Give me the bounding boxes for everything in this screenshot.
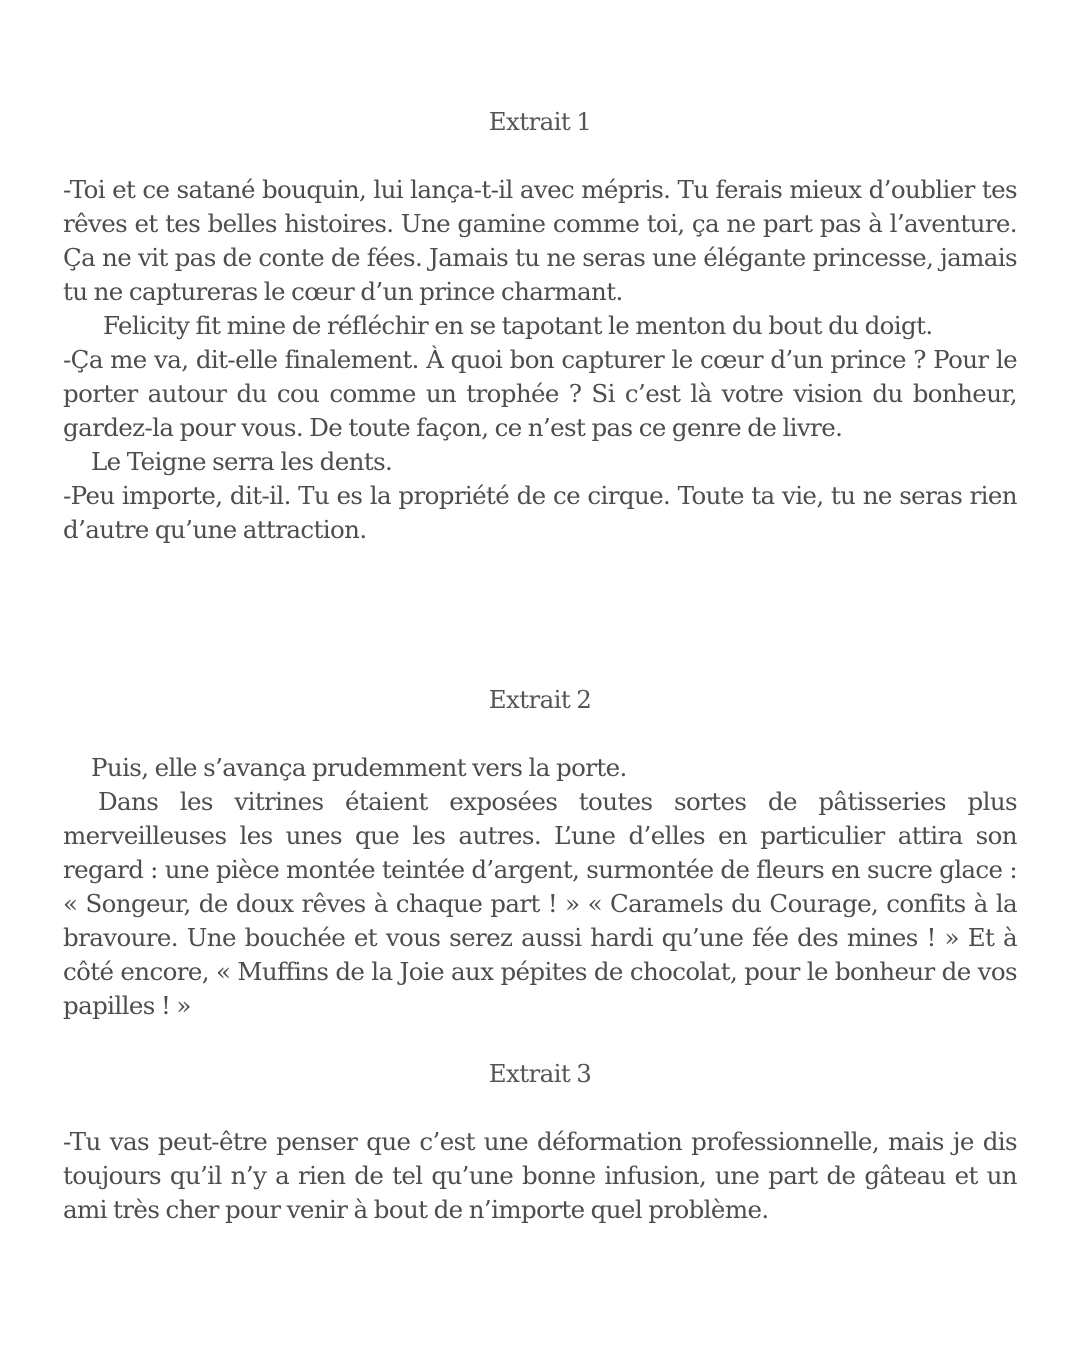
extract-3-body bbox=[63, 1125, 1017, 1227]
extract-2-paragraph-2: Dans les vitrines étaient exposées toutes sortes de pâtisseries plus merveilleuses les unes que les autres. L’une d’elles en particulier attira son regard : une pièce montée teintée d’argent, surmontée de fleurs en sucre glace : « Songeur, de doux rêves à chaque part ! » « Caramels du Courage, confits à la bravoure. Une bouchée et vous serez aussi hardi qu’une fée des mines ! » Et à côté encore, « Muffins de la Joie aux pépites de chocolat, pour le bonheur de vos papilles ! » bbox=[63, 787, 1017, 1020]
extract-2-body bbox=[63, 751, 1017, 1023]
extract-1-title: Extrait 1 bbox=[488, 107, 592, 136]
extract-2-paragraph-1: Puis, elle s’avança prudemment vers la porte. bbox=[91, 753, 627, 782]
extract-2-title: Extrait 2 bbox=[488, 685, 592, 714]
extract-1-paragraph-1: -Toi et ce satané bouquin, lui lança-t-il avec mépris. Tu ferais mieux d’oublier tes rêves et tes belles histoires. Une gamine comme toi, ça ne part pas à l’aventure. Ça ne vit pas de conte de fées. Jamais tu ne seras une élégante princesse, jamais tu ne captureras le cœur d’un prince charmant. bbox=[63, 175, 1017, 306]
extract-1-paragraph-3: -Ça me va, dit-elle finalement. À quoi bon capturer le cœur d’un prince ? Pour le porter autour du cou comme un trophée ? Si c’est là votre vision du bonheur, gardez-la pour vous. De toute façon, ce n’est pas ce genre de livre. bbox=[63, 345, 1017, 442]
extract-1-paragraph-2: Felicity fit mine de réfléchir en se tapotant le menton du bout du doigt. bbox=[103, 311, 933, 340]
extract-1-paragraph-5: -Peu importe, dit-il. Tu es la propriété de ce cirque. Toute ta vie, tu ne seras rien d’autre qu’une attraction. bbox=[63, 481, 1017, 544]
extract-1-paragraph-4: Le Teigne serra les dents. bbox=[91, 447, 393, 476]
extract-1-body bbox=[63, 173, 1017, 547]
extract-3-paragraph-1: -Tu vas peut-être penser que c’est une déformation professionnelle, mais je dis toujours qu’il n’y a rien de tel qu’une bonne infusion, une part de gâteau et un ami très cher pour venir à bout de n’importe quel problème. bbox=[63, 1127, 1017, 1224]
extract-3-title: Extrait 3 bbox=[488, 1059, 592, 1088]
